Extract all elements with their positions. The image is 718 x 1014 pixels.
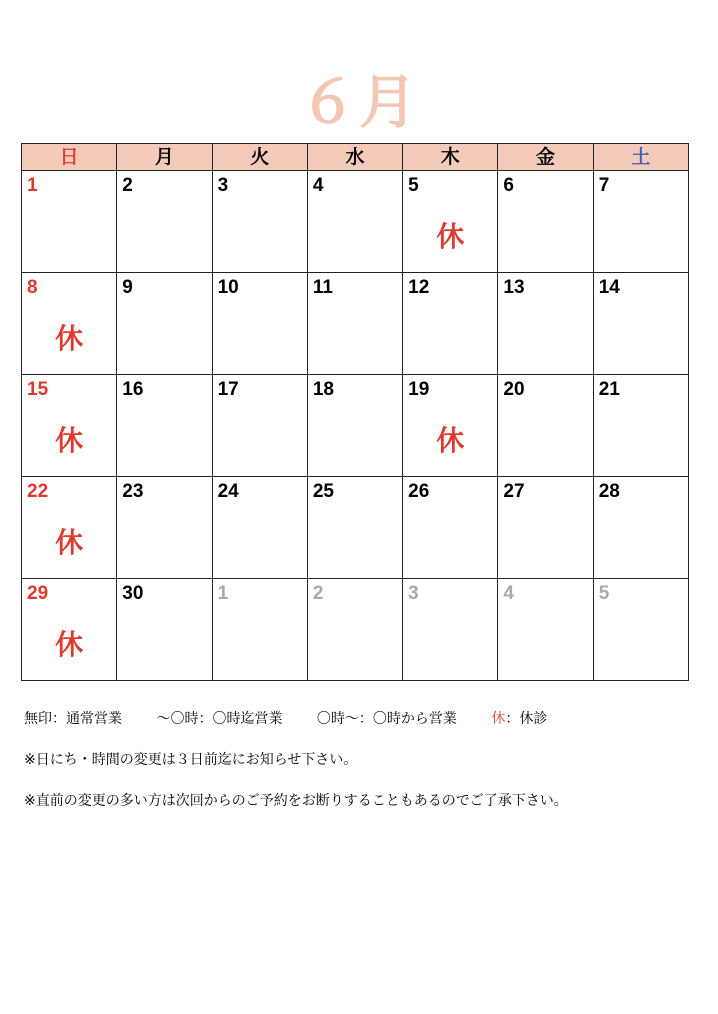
day-cell	[117, 375, 212, 477]
day-number: 11	[312, 277, 333, 298]
day-number: 22	[27, 481, 49, 502]
legend	[24, 708, 704, 730]
day-cell	[22, 477, 117, 579]
closed-mark: 休	[55, 424, 84, 457]
day-number: 19	[408, 379, 430, 400]
day-number: 25	[312, 481, 334, 502]
day-cell	[498, 579, 593, 681]
weekday-sat: 土	[593, 144, 688, 171]
day-number: 3	[408, 583, 419, 604]
day-cell	[498, 273, 593, 375]
day-cell	[117, 171, 212, 273]
weekday-mon: 月	[117, 144, 212, 171]
day-cell	[498, 171, 593, 273]
day-cell	[498, 375, 593, 477]
week-row	[22, 375, 689, 477]
day-cell	[403, 273, 498, 375]
closed-mark: 休	[436, 424, 465, 457]
day-number: 8	[27, 277, 38, 298]
legend-until: ～〇時：〇時迄営業	[156, 711, 283, 727]
day-number: 23	[122, 481, 144, 502]
day-number: 15	[27, 379, 49, 400]
day-number: 4	[312, 175, 324, 196]
legend-closed-mark: 休	[491, 711, 506, 727]
day-number: 4	[503, 583, 514, 604]
week-row	[22, 477, 689, 579]
day-cell	[22, 273, 117, 375]
day-number: 2	[122, 175, 133, 196]
day-cell	[498, 477, 593, 579]
day-number: 5	[408, 175, 419, 196]
weekday-header-row	[22, 144, 689, 171]
day-number: 20	[503, 379, 525, 400]
weekday-thu: 木	[403, 144, 498, 171]
week-row	[22, 273, 689, 375]
day-number: 16	[122, 379, 144, 400]
day-number: 2	[312, 583, 324, 604]
day-number: 12	[408, 277, 430, 298]
weekday-wed: 水	[307, 144, 402, 171]
day-cell	[593, 477, 688, 579]
day-cell	[212, 375, 307, 477]
week-row	[22, 579, 689, 681]
day-cell	[593, 171, 688, 273]
closed-mark: 休	[55, 628, 84, 661]
day-number: 18	[312, 379, 334, 400]
month-title: ６月	[298, 68, 419, 136]
day-cell	[117, 273, 212, 375]
closed-mark: 休	[55, 526, 84, 559]
day-cell	[307, 375, 402, 477]
weekday-fri: 金	[498, 144, 593, 171]
day-number: 3	[217, 175, 229, 196]
day-cell	[403, 375, 498, 477]
day-number: 1	[27, 175, 38, 196]
closed-mark: 休	[436, 220, 465, 253]
day-number: 26	[408, 481, 430, 502]
day-number: 10	[217, 277, 239, 298]
day-number: 5	[598, 583, 610, 604]
legend-normal: 無印：通常営業	[24, 711, 122, 727]
weekday-tue: 火	[212, 144, 307, 171]
day-cell	[212, 579, 307, 681]
day-cell	[403, 171, 498, 273]
day-cell	[593, 375, 688, 477]
day-number: 30	[122, 583, 144, 604]
day-cell	[403, 477, 498, 579]
note-change-deadline: ※日にち・時間の変更は３日前迄にお知らせ下さい。	[24, 752, 358, 768]
day-cell	[212, 273, 307, 375]
day-cell	[212, 171, 307, 273]
day-cell	[307, 579, 402, 681]
day-number: 24	[217, 481, 239, 502]
day-number: 1	[217, 583, 229, 604]
day-cell	[117, 579, 212, 681]
day-number: 29	[27, 583, 49, 604]
week-row	[22, 171, 689, 273]
note-cancellation-policy: ※直前の変更の多い方は次回からのご予約をお断りすることもあるのでご了承下さい。	[24, 793, 568, 809]
day-cell	[22, 375, 117, 477]
day-cell	[307, 477, 402, 579]
day-cell	[307, 273, 402, 375]
day-number: 13	[503, 277, 525, 298]
day-cell	[307, 171, 402, 273]
weekday-sun: 日	[22, 144, 117, 171]
notes-section	[24, 708, 704, 831]
day-cell	[22, 171, 117, 273]
day-number: 27	[503, 481, 525, 502]
day-number: 7	[598, 175, 610, 196]
day-number: 14	[598, 277, 620, 298]
day-cell	[593, 579, 688, 681]
day-cell	[212, 477, 307, 579]
closed-mark: 休	[55, 322, 84, 355]
day-number: 21	[598, 379, 620, 400]
day-number: 6	[503, 175, 514, 196]
day-number: 28	[598, 481, 620, 502]
day-cell	[403, 579, 498, 681]
day-cell	[593, 273, 688, 375]
day-cell	[22, 579, 117, 681]
day-number: 9	[122, 277, 133, 298]
day-number: 17	[217, 379, 239, 400]
calendar-grid	[21, 143, 689, 681]
day-cell	[117, 477, 212, 579]
legend-from: 〇時～：〇時から営業	[316, 711, 457, 727]
legend-closed-text: ：休診	[505, 711, 548, 727]
